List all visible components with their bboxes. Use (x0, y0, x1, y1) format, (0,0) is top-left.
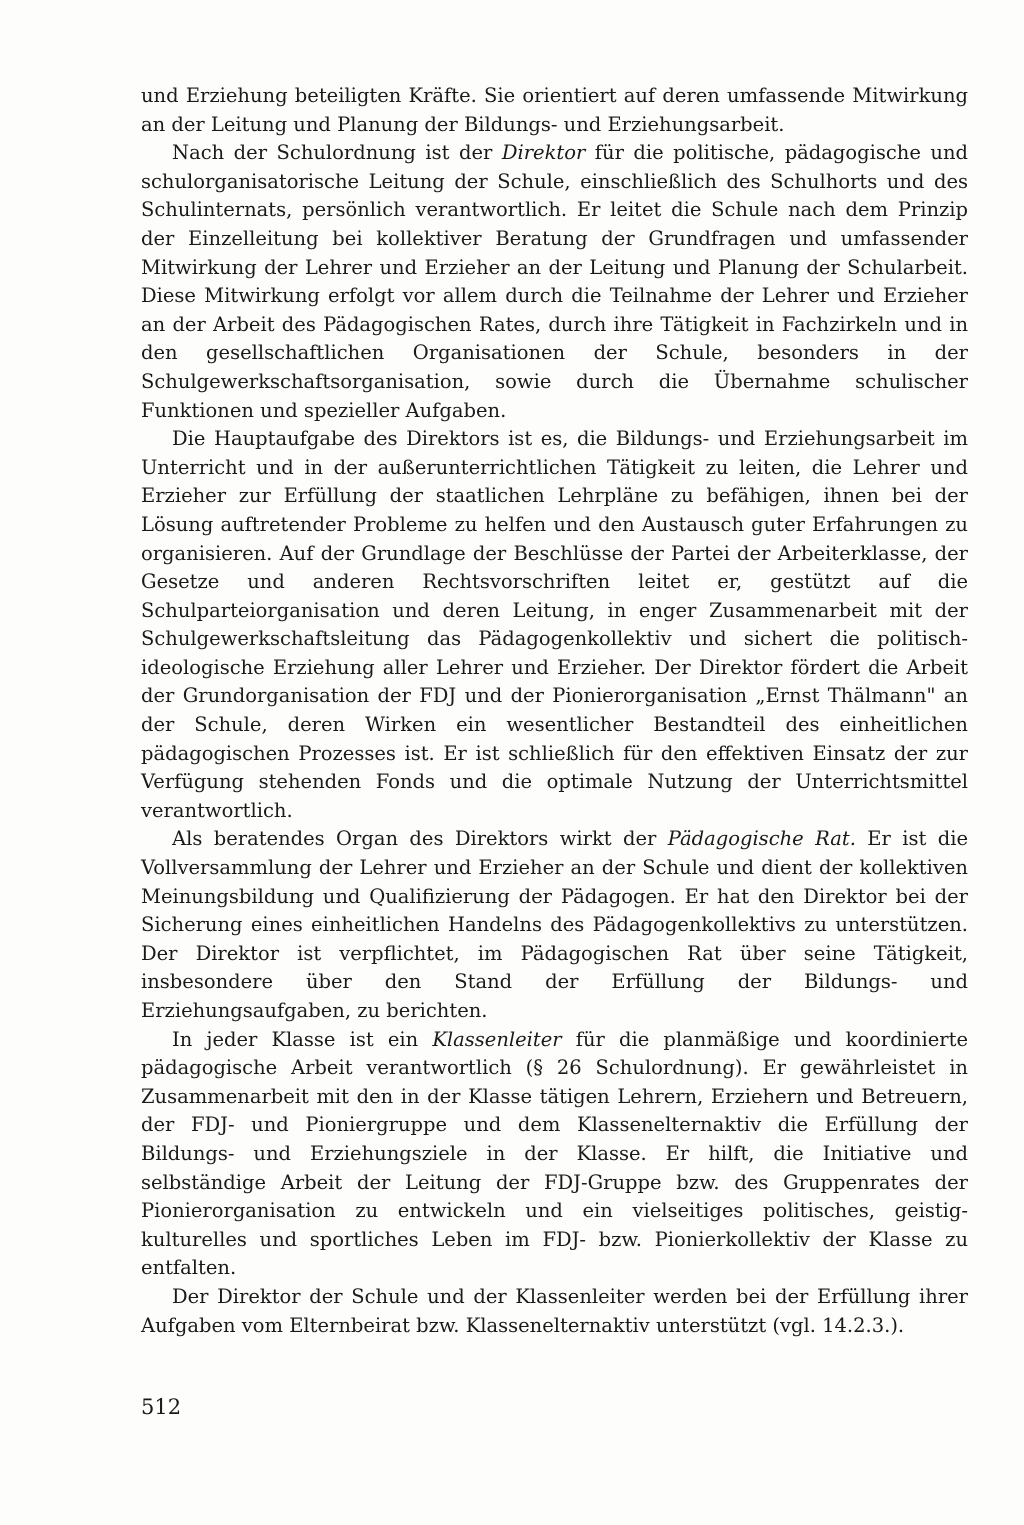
page-number: 512 (141, 1395, 182, 1419)
emphasis-paedagogische-rat: Pädagogische Rat. (667, 827, 856, 851)
paragraph-text: Nach der Schulordnung ist der (172, 141, 502, 165)
paragraph-text: In jeder Klasse ist ein (172, 1027, 433, 1051)
emphasis-klassenleiter: Klassenleiter (432, 1027, 562, 1051)
paragraph (141, 825, 968, 1025)
paragraph-text: für die politische, pädagogische und schulorganisatorische Leitung der Schule, einschließlich des Schulhorts und des Schulinternats, persönlich verantwortlich. Er leitet die Schule nach dem Prinzip der Einzelleitung bei kollektiver Beratung der Grundfragen und umfassender Mitwirkung der Lehrer und Erzieher an der Leitung und Planung der Schularbeit. Diese Mitwirkung erfolgt vor allem durch die Teilnahme der Lehrer und Erzieher an der Arbeit des Pädagogischen Rates, durch ihre Tätigkeit in Fachzirkeln und in den gesellschaftlichen Organisationen der Schule, besonders in der Schulgewerkschaftsorganisation, sowie durch die Übernahme schulischer Funktionen und spezieller Aufgaben. (141, 141, 968, 422)
paragraph-text: und Erziehung beteiligten Kräfte. Sie orientiert auf deren umfassende Mitwirkung an der Leitung und Planung der Bildungs- und Erziehungsarbeit. (141, 84, 968, 136)
paragraph-text: für die planmäßige und koordinierte pädagogische Arbeit verantwortlich (§ 26 Schulordnung). Er gewährleistet in Zusammenarbeit mit den in der Klasse tätigen Lehrern, Erziehern und Betreuern, der FDJ- und Pioniergruppe und dem Klassenelternaktiv die Erfüllung der Bildungs- und Erziehungsziele in der Klasse. Er hilft, die Initiative und selbständige Arbeit der Leitung der FDJ-Gruppe bzw. des Gruppenrates der Pionierorganisation zu entwickeln und ein vielseitiges politisches, geistig-kulturelles und sportliches Leben im FDJ- bzw. Pionierkollektiv der Klasse zu entfalten. (141, 1027, 968, 1280)
paragraph-text: Die Hauptaufgabe des Direktors ist es, die Bildungs- und Erziehungsarbeit im Unterricht und in der außerunterrichtlichen Tätigkeit zu leiten, die Lehrer und Erzieher zur Erfüllung der staatlichen Lehrpläne zu befähigen, ihnen bei der Lösung auftretender Probleme zu helfen und den Austausch guter Erfahrungen zu organisieren. Auf der Grundlage der Beschlüsse der Partei der Arbeiterklasse, der Gesetze und anderen Rechtsvorschriften leitet er, gestützt auf die Schulparteiorganisation und deren Leitung, in enger Zusammenarbeit mit der Schulgewerkschaftsleitung das Pädagogenkollektiv und sichert die politisch-ideologische Erziehung aller Lehrer und Erzieher. Der Direktor fördert die Arbeit der Grundorganisation der FDJ und der Pionierorganisation „Ernst Thälmann" an der Schule, deren Wirken ein wesentlicher Bestandteil des einheitlichen pädagogischen Prozesses ist. Er ist schließlich für den effektiven Einsatz der zur Verfügung stehenden Fonds und die optimale Nutzung der Unterrichtsmittel verantwortlich. (141, 427, 968, 822)
emphasis-direktor: Direktor (501, 141, 586, 165)
paragraph (141, 139, 968, 425)
body-text (141, 82, 968, 1340)
paragraph-text: Er ist die Vollversammlung der Lehrer und Erzieher an der Schule und dient der kollektiven Meinungsbildung und Qualifizierung der Pädagogen. Er hat den Direktor bei der Sicherung eines einheitlichen Handelns des Pädagogenkollektivs zu unterstützen. Der Direktor ist verpflichtet, im Pädagogischen Rat über seine Tätigkeit, insbesondere über den Stand der Erfüllung der Bildungs- und Erziehungsaufgaben, zu berichten. (141, 827, 968, 1022)
paragraph-text: Der Direktor der Schule und der Klassenleiter werden bei der Erfüllung ihrer Aufgaben vom Elternbeirat bzw. Klassenelternaktiv unterstützt (vgl. 14.2.3.). (141, 1284, 968, 1337)
paragraph (141, 82, 968, 139)
paragraph (141, 1026, 968, 1283)
paragraph (141, 1283, 968, 1340)
paragraph (141, 425, 968, 825)
paragraph-text: Als beratendes Organ des Direktors wirkt der (172, 827, 668, 851)
